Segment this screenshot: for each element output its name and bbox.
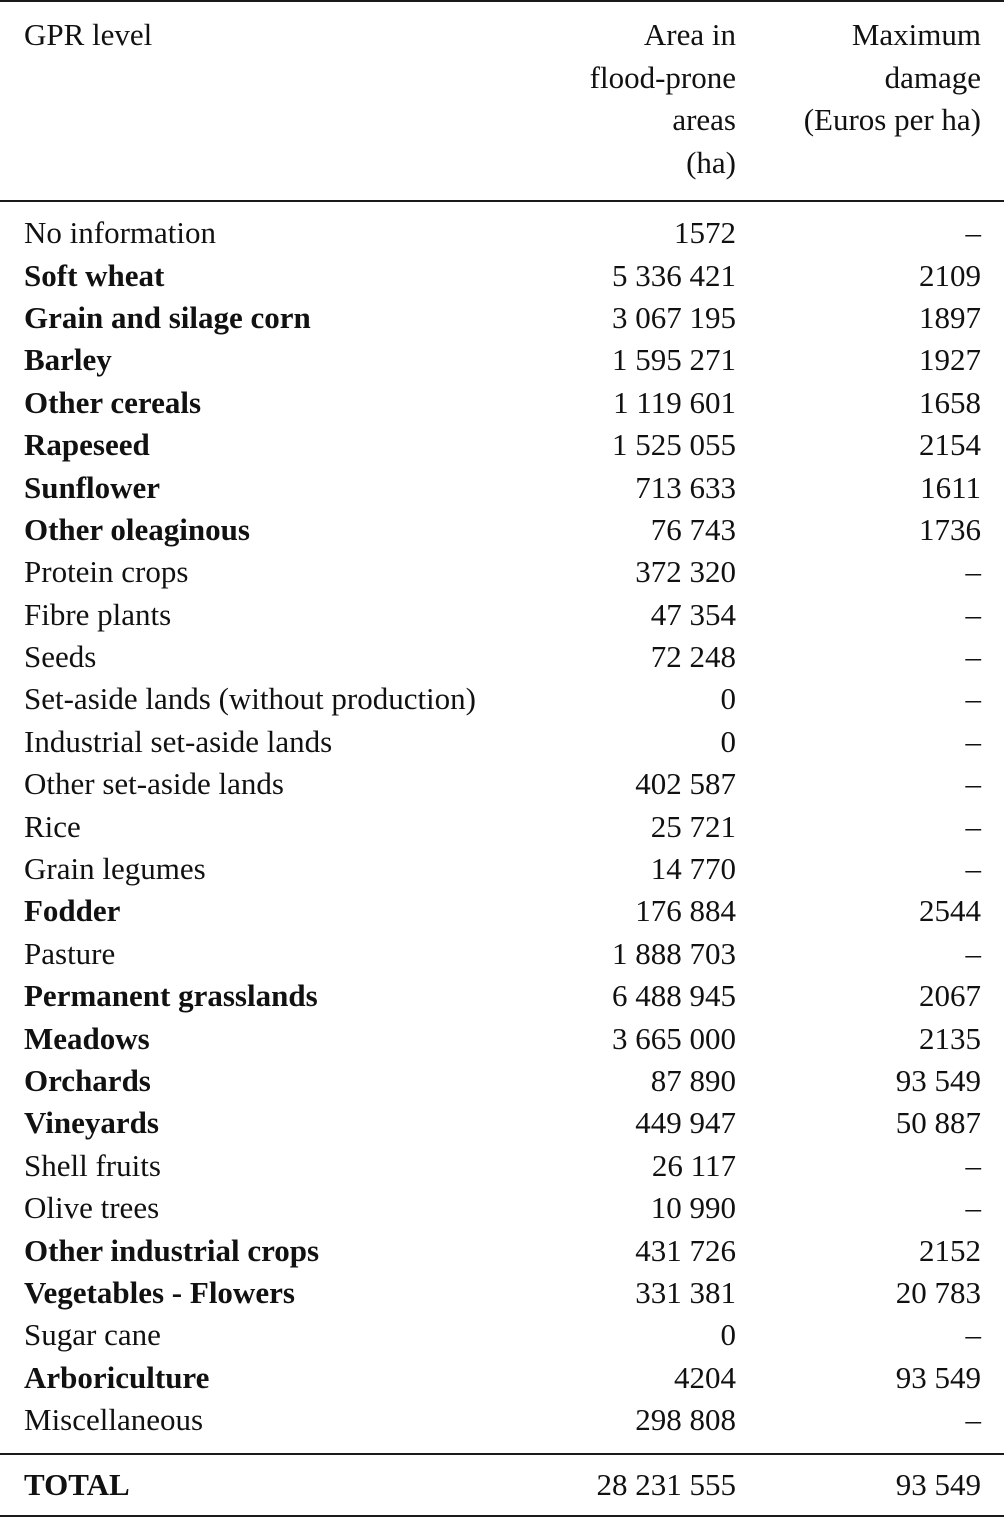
cell-area: 10 990 xyxy=(650,1190,736,1226)
cell-area: 26 117 xyxy=(651,1147,736,1183)
header-line: GPR level xyxy=(24,17,153,52)
table-row xyxy=(0,1060,1004,1102)
table-row xyxy=(0,890,1004,932)
cell-area: 176 884 xyxy=(635,893,736,929)
cell-gpr-level: Fodder xyxy=(24,893,121,929)
cell-gpr-level: Vegetables - Flowers xyxy=(24,1274,295,1310)
cell-area: 87 890 xyxy=(650,1063,736,1098)
table-row xyxy=(0,678,1004,720)
cell-max-damage: – xyxy=(965,1402,981,1438)
cell-area: 47 354 xyxy=(650,596,736,632)
cell-area: 1 525 055 xyxy=(612,427,736,463)
header-line: Maximum xyxy=(851,17,981,52)
cell-area: 449 947 xyxy=(635,1105,736,1141)
cell-max-damage: – xyxy=(965,1147,981,1183)
cell-area: 76 743 xyxy=(650,511,736,547)
cell-gpr-level: Vineyards xyxy=(24,1105,159,1141)
table-row xyxy=(0,1187,1004,1229)
cell-area: 4204 xyxy=(674,1359,736,1395)
cell-max-damage: – xyxy=(965,808,981,844)
cell-gpr-level: Fibre plants xyxy=(24,596,172,632)
header-area xyxy=(560,14,736,184)
cell-area: 25 721 xyxy=(650,808,736,844)
cell-area: 3 665 000 xyxy=(612,1020,736,1056)
cell-gpr-level: Seeds xyxy=(24,639,97,675)
cell-area: 0 xyxy=(720,1317,736,1353)
cell-max-damage: 2544 xyxy=(919,893,981,929)
table-row xyxy=(0,1314,1004,1356)
cell-gpr-level: Rice xyxy=(24,808,81,844)
cell-gpr-level: Rapeseed xyxy=(24,427,150,463)
cell-max-damage: – xyxy=(965,1317,981,1353)
cell-area: 0 xyxy=(720,681,736,717)
total-area: 28 231 555 xyxy=(596,1467,736,1503)
cell-max-damage: 2152 xyxy=(919,1232,981,1268)
cell-gpr-level: Miscellaneous xyxy=(24,1402,204,1438)
cell-max-damage: 1736 xyxy=(919,511,981,547)
table-row xyxy=(0,297,1004,339)
header-line: (ha) xyxy=(686,144,736,180)
cell-area: 298 808 xyxy=(635,1402,736,1438)
cell-area: 431 726 xyxy=(635,1232,736,1268)
table-row xyxy=(0,551,1004,593)
cell-max-damage: – xyxy=(965,554,981,590)
table-row xyxy=(0,466,1004,508)
cell-gpr-level: Permanent grasslands xyxy=(24,978,318,1014)
table-row xyxy=(0,636,1004,678)
cell-max-damage: – xyxy=(965,215,981,251)
cell-area: 1 888 703 xyxy=(612,935,736,971)
cell-max-damage: 2154 xyxy=(919,427,981,463)
header-gpr-level xyxy=(0,14,560,184)
cell-gpr-level: Barley xyxy=(24,342,112,378)
cell-gpr-level: Soft wheat xyxy=(24,257,165,293)
cell-gpr-level: Sugar cane xyxy=(24,1317,161,1353)
table-row xyxy=(0,339,1004,381)
cell-max-damage: 50 887 xyxy=(895,1105,981,1141)
table-row xyxy=(0,1017,1004,1059)
cell-area: 713 633 xyxy=(635,469,736,505)
cell-max-damage: 93 549 xyxy=(895,1063,981,1098)
table-row xyxy=(0,1272,1004,1314)
cell-max-damage: 1897 xyxy=(919,299,981,335)
table-body xyxy=(0,202,1004,1441)
header-line: damage xyxy=(884,59,981,95)
table-row xyxy=(0,1399,1004,1441)
cell-max-damage: – xyxy=(965,681,981,717)
cell-gpr-level: Set-aside lands (without production) xyxy=(24,681,476,717)
total-damage: 93 549 xyxy=(895,1467,981,1503)
total-label: TOTAL xyxy=(24,1467,130,1503)
cell-gpr-level: Meadows xyxy=(24,1020,150,1056)
cell-gpr-level: Shell fruits xyxy=(24,1147,161,1183)
cell-gpr-level: Other oleaginous xyxy=(24,511,250,547)
table-row xyxy=(0,1229,1004,1271)
table-row xyxy=(0,1357,1004,1399)
cell-gpr-level: Other set-aside lands xyxy=(24,766,284,802)
cell-gpr-level: Grain legumes xyxy=(24,851,206,887)
cell-gpr-level: Protein crops xyxy=(24,554,189,590)
cell-gpr-level: Olive trees xyxy=(24,1190,160,1226)
cell-area: 72 248 xyxy=(650,639,736,675)
header-line: areas xyxy=(672,102,736,137)
table-row xyxy=(0,805,1004,847)
cell-max-damage: 1927 xyxy=(919,342,981,378)
cell-area: 402 587 xyxy=(635,766,736,802)
cell-max-damage: – xyxy=(965,935,981,971)
table-row xyxy=(0,594,1004,636)
cell-area: 14 770 xyxy=(650,851,736,887)
total-row xyxy=(0,1455,1004,1515)
cell-area: 6 488 945 xyxy=(612,978,736,1014)
cell-gpr-level: Sunflower xyxy=(24,469,161,505)
table-row xyxy=(0,975,1004,1017)
cell-max-damage: – xyxy=(965,596,981,632)
cell-gpr-level: Other cereals xyxy=(24,384,202,420)
cell-gpr-level: Arboriculture xyxy=(24,1359,210,1395)
cell-max-damage: 20 783 xyxy=(895,1274,981,1310)
cell-gpr-level: Other industrial crops xyxy=(24,1232,320,1268)
cell-max-damage: – xyxy=(965,1190,981,1226)
table-row xyxy=(0,509,1004,551)
cell-area: 372 320 xyxy=(635,554,736,590)
cell-area: 331 381 xyxy=(635,1274,736,1310)
table-row xyxy=(0,212,1004,254)
cell-area: 5 336 421 xyxy=(612,257,736,293)
cell-area: 0 xyxy=(720,723,736,759)
cell-max-damage: 1611 xyxy=(920,469,981,505)
cell-gpr-level: Pasture xyxy=(24,935,116,971)
cell-gpr-level: No information xyxy=(24,215,216,251)
table-row xyxy=(0,933,1004,975)
cell-max-damage: 2067 xyxy=(919,978,981,1014)
table-row xyxy=(0,254,1004,296)
header-line: (Euros per ha) xyxy=(803,102,981,137)
cell-area: 3 067 195 xyxy=(612,299,736,335)
table-row xyxy=(0,424,1004,466)
cell-max-damage: 2135 xyxy=(919,1020,981,1056)
table-row xyxy=(0,382,1004,424)
header-line: Area in xyxy=(643,17,736,52)
cell-max-damage: 1658 xyxy=(919,384,981,420)
table-row xyxy=(0,1102,1004,1144)
cell-area: 1 595 271 xyxy=(612,342,736,378)
cell-area: 1 119 601 xyxy=(613,384,736,420)
table-row xyxy=(0,763,1004,805)
cell-max-damage: 2109 xyxy=(919,257,981,293)
cell-max-damage: – xyxy=(965,851,981,887)
cell-gpr-level: Grain and silage corn xyxy=(24,299,311,335)
cell-max-damage: – xyxy=(965,639,981,675)
cell-max-damage: 93 549 xyxy=(895,1359,981,1395)
table-row xyxy=(0,721,1004,763)
cell-max-damage: – xyxy=(965,723,981,759)
cell-gpr-level: Industrial set-aside lands xyxy=(24,723,333,759)
cell-gpr-level: Orchards xyxy=(24,1063,151,1098)
cell-max-damage: – xyxy=(965,766,981,802)
table-header xyxy=(0,2,1004,200)
header-max-damage xyxy=(736,14,981,184)
table-row xyxy=(0,1145,1004,1187)
table-row xyxy=(0,848,1004,890)
cell-area: 1572 xyxy=(674,215,736,251)
header-line: flood-prone xyxy=(589,59,736,95)
